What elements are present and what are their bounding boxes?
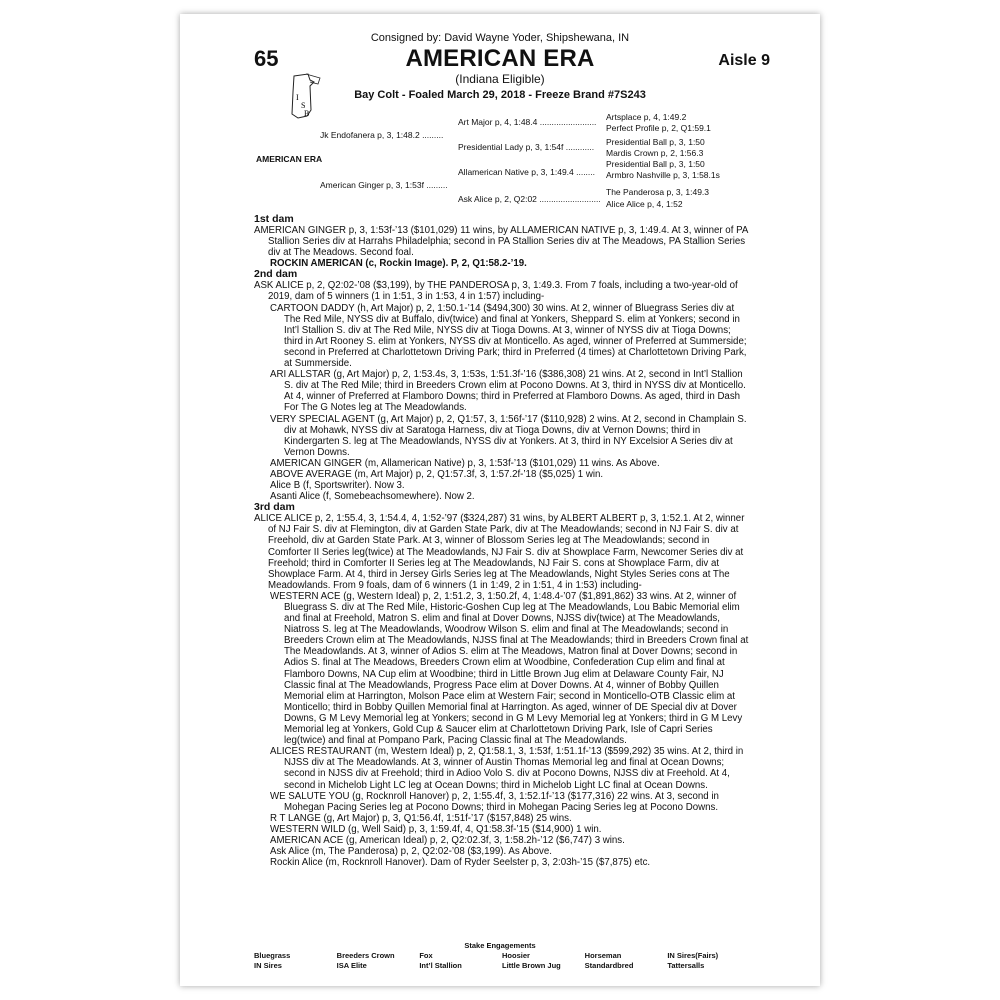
pedigree-dds: The Panderosa p, 3, 1:49.3	[606, 187, 710, 197]
first-dam-foal: ROCKIN AMERICAN (c, Rockin Image). P, 2, Q1:58.2-’19.	[270, 258, 527, 270]
aisle-number: Aisle 9	[718, 52, 770, 69]
stake-engagements-list	[254, 951, 750, 970]
stake-item: Bluegrass	[254, 951, 291, 960]
first-dam-paragraph: AMERICAN GINGER p, 3, 1:53f-’13 ($101,029) 11 wins, by ALLAMERICAN NATIVE p, 3, 1:49.4. At 3, winner of PA Stallion Series div at Harrahs Philadelphia; second in PA Stallion Series div at The Meadows, PA Stallion Series div at The Meadows. Second foal.	[254, 225, 748, 259]
third-dam-produce: Rockin Alice (m, Rocknroll Hanover). Dam of Ryder Seelster p, 3, 2:03h-’15 ($7,875) etc.	[270, 857, 651, 869]
third-dam-paragraph: ALICE ALICE p, 2, 1:55.4, 3, 1:54.4, 4, 1:52-’97 ($324,287) 31 wins, by ALBERT ALBERT p, 3, 1:52.1. At 2, winner of NJ Fair S. div at Flemington, div at Garden State Park, div at The Meadowlands; second in NJ Fair S. div at Freehold, div at Garden State Park. At 3, winner of Blossom Series leg at The Meadowlands; second in Comforter II Series leg(twice) at The Meadowlands, NJ Fair S. div at Showplace Farm, Newcomer Series div at Freehold; third in Comforter II Series leg at The Meadowlands, NJ Fair S. cons at Showplace Farm, div at Showplace Farm. At 4, third in Jersey Girls Series leg at The Meadowlands, Night Styles Series cons at The Meadowlands. From 9 foals, dam of 6 winners (1 in 1:49, 2 in 1:51, 4 in 1:53) including-	[254, 513, 745, 591]
pedigree-subject: AMERICAN ERA	[256, 154, 323, 164]
indiana-state-logo-icon	[280, 72, 324, 122]
stake-item: Hoosier	[501, 951, 530, 960]
catalog-page	[180, 14, 820, 986]
stake-item: Tattersalls	[667, 961, 705, 970]
third-dam-produce: AMERICAN ACE (g, American Ideal) p, 2, Q2:02.3f, 3, 1:58.2h-’12 ($6,747) 3 wins.	[270, 834, 625, 846]
pedigree-dam-dam: Ask Alice p, 2, Q2:02 ..........................	[458, 194, 601, 204]
pedigree-sss: Artsplace p, 4, 1:49.2	[606, 112, 687, 122]
second-dam-heading: 2nd dam	[254, 268, 298, 281]
pedigree-dam-sire: Allamerican Native p, 3, 1:49.4 ........	[458, 167, 596, 177]
pedigree-sire: Jk Endofanera p, 3, 1:48.2 .........	[320, 130, 444, 140]
stake-item: IN Sires(Fairs)	[667, 951, 719, 960]
pedigree-ddd: Alice Alice p, 4, 1:52	[606, 199, 683, 209]
stake-item: Int’l Stallion	[419, 961, 462, 970]
third-dam-produce: Ask Alice (m, The Panderosa) p, 2, Q2:02-’08 ($3,199). As Above.	[270, 846, 552, 858]
horse-description: Bay Colt - Foaled March 29, 2018 - Freeze Brand #7S243	[354, 89, 646, 101]
stake-item: IN Sires	[254, 961, 282, 970]
stake-item: Little Brown Jug	[501, 961, 561, 970]
third-dam-produce: WESTERN WILD (g, Well Said) p, 3, 1:59.4f, 4, Q1:58.3f-’15 ($14,900) 1 win.	[270, 823, 602, 835]
svg-text:B: B	[304, 109, 310, 118]
stake-item: ISA Elite	[336, 961, 367, 970]
second-dam-produce: ABOVE AVERAGE (m, Art Major) p, 2, Q1:57.3f, 3, 1:57.2f-’18 ($5,025) 1 win.	[270, 468, 604, 480]
stake-item: Horseman	[584, 951, 622, 960]
horse-name: AMERICAN ERA	[405, 45, 595, 72]
third-dam-produce: WE SALUTE YOU (g, Rocknroll Hanover) p, 2, 1:55.4f, 3, 1:52.1f-’13 ($177,316) 22 wins. At 3, second in Mohegan Pacing Series leg at Pocono Downs; third in Mohegan Pacing Series leg at Pocono Downs.	[270, 790, 719, 813]
stake-item: Fox	[419, 951, 433, 960]
stake-item: Breeders Crown	[336, 951, 395, 960]
second-dam-produce: ARI ALLSTAR (g, Art Major) p, 2, 1:53.4s, 3, 1:53s, 1:51.3f-’16 ($386,308) 21 wins. At 2, second in Int’l Stallion S. div at The Red Mile; third in Breeders Crown elim at Pocono Downs. At 3, third in NYSS div at Monticello. At 4, winner of Preferred at Flamboro Downs; third in Preferred at Flamboro Downs. As aged, third in Dash For The G Notes leg at The Meadowlands.	[270, 369, 746, 414]
third-dam-produce: R T LANGE (g, Art Major) p, 3, Q1:56.4f, 1:51f-’17 ($157,848) 25 wins.	[270, 812, 572, 824]
third-dam-produce: ALICES RESTAURANT (m, Western Ideal) p, 2, Q1:58.1, 3, 1:53f, 1:51.1f-’13 ($599,292) 35 wins. At 2, third in NJSS div at The Meadowlands. At 3, winner of Austin Thomas Memorial leg and final at Ocean Downs; second in NJSS div at Freehold; third in Adioo Volo S. div at Pocono Downs, NJSS div at Freehold. At 4, second in Michelob Light LC leg at Ocean Downs; third in Michelob Light LC final at Ocean Downs.	[270, 746, 744, 791]
svg-text:S: S	[301, 101, 306, 110]
pedigree-dam: American Ginger p, 3, 1:53f .........	[320, 180, 448, 190]
stake-engagements-title: Stake Engagements	[464, 941, 536, 950]
pedigree-dss: Presidential Ball p, 3, 1:50	[606, 159, 705, 169]
second-dam-produce: Alice B (f, Sportswriter). Now 3.	[270, 480, 405, 492]
produce-record	[254, 214, 750, 868]
consignor-line: Consigned by: David Wayne Yoder, Shipshewana, IN	[370, 32, 630, 44]
third-dam-produce: WESTERN ACE (g, Western Ideal) p, 2, 1:51.2, 3, 1:50.2f, 4, 1:48.4-’07 ($1,891,862) 33 wins. At 2, winner of Bluegrass S. div at The Red Mile, Historic-Goshen Cup leg at The Meadowlands, Lou Babic Memorial elim and final at Freehold, Matron S. elim and final at Dover Downs, NJSS div(twice) at The Meadowlands, Niatross S. leg at The Meadowlands, Woodrow Wilson S. elim and final at The Meadowlands; second in Breeders Crown elim at The Meadowlands, NJSS final at The Meadowlands; third in Breeders Crown final at The Meadowlands. At 3, winner of Adios S. elim at The Meadows, Matron final at Dover Downs; second in Adios S. final at The Meadows, Breeders Crown elim at Woodbine, Confederation Cup elim and final at Flamboro Downs, NA Cup elim at Woodbine; third in Little Brown Jug elim at Delaware County Fair, NJ Classic final at The Meadowlands, Progress Pace elim at Dover Downs. At 4, winner of Bobby Quillen Memorial elim at Harrington, Molson Pace elim at Western Fair; second in Monticello-OTB Classic elim at Monticello; third in Bobby Quillen Memorial final at Harrington. As aged, winner of DE Special div at Dover Downs, G M Levy Memorial leg at Yonkers; second in G M Levy Memorial leg at Yonkers; third in G M Levy Memorial leg at Yonkers, Gold Cup & Saucer elim at Charlottetown Driving Park, Isle of Capri Series leg(twice) and final at Pompano Park, Pacing Classic final at The Meadowlands.	[270, 590, 749, 747]
second-dam-paragraph: ASK ALICE p, 2, Q2:02-’08 ($3,199), by THE PANDEROSA p, 3, 1:49.3. From 7 foals, including a two-year-old of 2019, dam of 5 winners (1 in 1:51, 3 in 1:53, 4 in 1:57) including-	[254, 280, 738, 303]
pedigree-sdd: Mardis Crown p, 2, 1:56.3	[606, 148, 704, 158]
pedigree-sire-dam: Presidential Lady p, 3, 1:54f ............	[458, 142, 595, 152]
pedigree-sire-sire: Art Major p, 4, 1:48.4 ........................	[458, 117, 597, 127]
pedigree-sds: Presidential Ball p, 3, 1:50	[606, 137, 705, 147]
eligibility: (Indiana Eligible)	[455, 72, 545, 86]
first-dam-heading: 1st dam	[254, 213, 294, 225]
second-dam-produce: Asanti Alice (f, Somebeachsomewhere). Now 2.	[270, 491, 475, 503]
third-dam-heading: 3rd dam	[254, 501, 295, 514]
pedigree-ssd: Perfect Profile p, 2, Q1:59.1	[606, 123, 711, 133]
second-dam-produce: VERY SPECIAL AGENT (g, Art Major) p, 2, Q1:57, 3, 1:56f-’17 ($110,928) 2 wins. At 2, second in Champlain S. div at Mohawk, NYSS div at Saratoga Harness, div at Tioga Downs, div at Vernon Downs; third in Kindergarten S. leg at The Meadowlands, NYSS div at Yonkers. At 3, third in NY Excelsior A Series div at Vernon Downs.	[270, 413, 747, 458]
logo-text: I	[296, 93, 299, 102]
second-dam-produce: AMERICAN GINGER (m, Allamerican Native) p, 3, 1:53f-’13 ($101,029) 11 wins. As Above.	[270, 457, 660, 469]
hip-number: 65	[254, 46, 279, 71]
second-dam-produce: CARTOON DADDY (h, Art Major) p, 2, 1:50.1-’14 ($494,300) 30 wins. At 2, winner of Bluegrass Series div at The Red Mile, NYSS div at Buffalo, div(twice) and final at Yonkers, Sheppard S. elim at Yonkers; second in Int’l Stallion S. div at The Red Mile, NYSS div at Tioga Downs. At 3, winner of NYSS div at Tioga Downs; third in Art Rooney S. elim at Yonkers, NYSS div at Monticello. As aged, winner of Preferred at Summerside; second in Preferred at Charlottetown Driving Park; third in Preferred (4 times) at Charlottetown Driving Park, at Summerside.	[270, 302, 747, 370]
stake-item: Standardbred	[584, 961, 634, 970]
pedigree-dsd: Armbro Nashville p, 3, 1:58.1s	[606, 170, 720, 180]
